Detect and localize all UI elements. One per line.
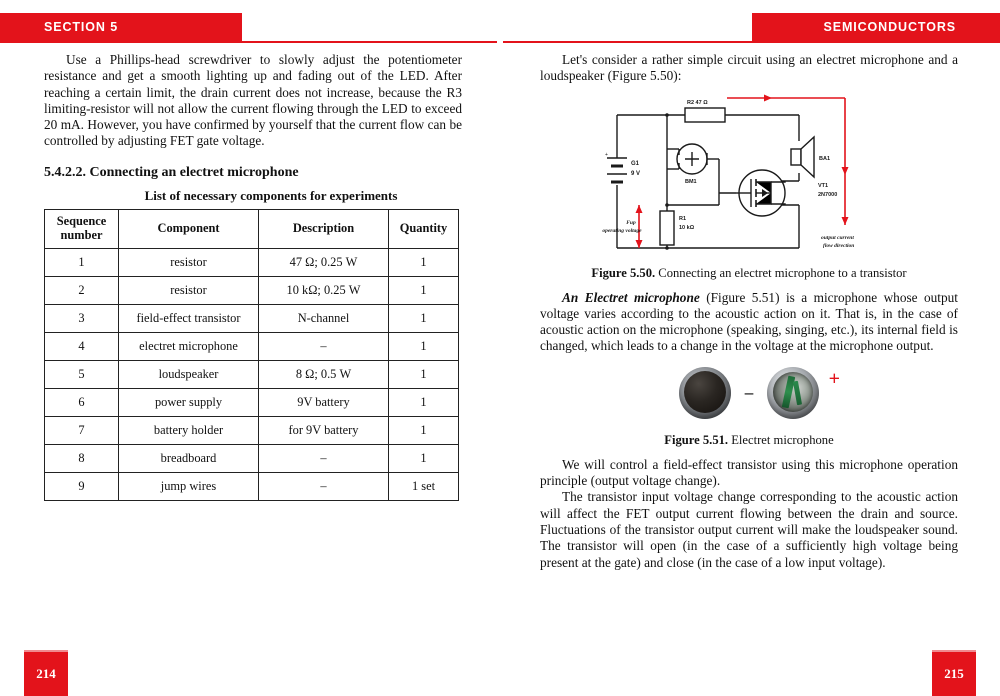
cell-component: power supply <box>119 388 259 416</box>
table-header-row <box>45 209 459 248</box>
cell-description: – <box>259 472 389 500</box>
microphone-front-photo <box>679 367 731 419</box>
figure-5-51-caption-text: Electret microphone <box>728 432 834 447</box>
gate-voltage-arrow <box>636 205 643 248</box>
gate-voltage-note-line2: operating voltage <box>602 227 642 234</box>
page-number-right: 215 <box>932 650 976 696</box>
cell-quantity: 1 <box>389 304 459 332</box>
cell-component: resistor <box>119 276 259 304</box>
intro-paragraph: Use a Phillips-head screwdriver to slowly adjust the potentiometer resistance and get a smooth lighting up and fading out of the LED. After reaching a certain limit, the drain current does not increase, because the R3 limiting-resistor will not allow the current flowing through the LED to exceed 20 mA. However, you have confirmed by yourself that the current flow can be controlled by adjusting FET gate voltage. <box>44 52 462 149</box>
cell-component: breadboard <box>119 444 259 472</box>
cell-sequence: 5 <box>45 360 119 388</box>
col-header-sequence: Sequence number <box>45 209 119 248</box>
microphone-back-photo <box>767 367 819 419</box>
gate-voltage-note-line1: Fup <box>626 219 636 226</box>
battery-symbol <box>607 158 627 182</box>
left-column <box>44 52 462 501</box>
table-row <box>45 388 459 416</box>
col-header-quantity: Quantity <box>389 209 459 248</box>
cell-component: resistor <box>119 248 259 276</box>
col-header-component: Component <box>119 209 259 248</box>
battery-value-label: 9 V <box>631 170 641 177</box>
cell-description: 47 Ω; 0.25 W <box>259 248 389 276</box>
figure-5-50-caption-text: Connecting an electret microphone to a transistor <box>655 265 907 280</box>
cell-component: battery holder <box>119 416 259 444</box>
cell-quantity: 1 set <box>389 472 459 500</box>
cell-quantity: 1 <box>389 276 459 304</box>
microphone-pcb-detail <box>782 375 796 408</box>
cell-quantity: 1 <box>389 388 459 416</box>
electret-paragraph-rest: (Figure 5.51) is a microphone whose output voltage varies according to the acoustic action on it. That is, in the case of acoustic action on the microphone (speaking, singing, etc.), its internal field is changed, which leads to a change in the voltage at the microphone output. <box>540 289 958 354</box>
table-row <box>45 360 459 388</box>
microphone-ref-label: BM1 <box>685 178 697 185</box>
col-header-description: Description <box>259 209 389 248</box>
microphone-photos <box>540 365 958 421</box>
microphone-symbol <box>677 144 719 193</box>
table-row <box>45 276 459 304</box>
cell-description: 10 kΩ; 0.25 W <box>259 276 389 304</box>
circuit-diagram-svg <box>599 93 899 258</box>
cell-description: for 9V battery <box>259 416 389 444</box>
speaker-ref-label: BA1 <box>819 155 831 162</box>
svg-text:+: + <box>605 151 608 158</box>
figure-5-50-caption-label: Figure 5.50. <box>591 265 656 280</box>
resistor-r1-value-label: 10 kΩ <box>679 224 695 231</box>
cell-sequence: 1 <box>45 248 119 276</box>
battery-ref-label: G1 <box>631 160 640 167</box>
cell-quantity: 1 <box>389 444 459 472</box>
cell-sequence: 2 <box>45 276 119 304</box>
table-row <box>45 248 459 276</box>
page-header <box>0 0 1000 44</box>
figure-5-51-caption-label: Figure 5.51. <box>664 432 729 447</box>
cell-sequence: 6 <box>45 388 119 416</box>
microphone-pcb-detail-2 <box>793 381 802 406</box>
cell-description: 9V battery <box>259 388 389 416</box>
cell-description: – <box>259 332 389 360</box>
header-rule-left <box>0 41 497 43</box>
right-column <box>540 52 958 571</box>
cell-quantity: 1 <box>389 360 459 388</box>
resistor-r2-label: R2 47 Ω <box>687 99 708 106</box>
microphone-minus-label: – <box>744 383 754 403</box>
cell-sequence: 7 <box>45 416 119 444</box>
cell-quantity: 1 <box>389 248 459 276</box>
table-row <box>45 472 459 500</box>
cell-description: 8 Ω; 0.5 W <box>259 360 389 388</box>
cell-sequence: 8 <box>45 444 119 472</box>
resistor-r1-symbol <box>660 211 674 245</box>
cell-description: N-channel <box>259 304 389 332</box>
header-bar-right <box>752 13 1000 41</box>
cell-quantity: 1 <box>389 332 459 360</box>
transistor-part-label: 2N7000 <box>818 191 838 198</box>
table-row <box>45 304 459 332</box>
circuit-intro-paragraph: Let's consider a rather simple circuit using an electret microphone and a loudspeaker (Figure 5.50): <box>540 52 958 84</box>
cell-component: loudspeaker <box>119 360 259 388</box>
microphone-plus-label: + <box>828 367 840 390</box>
components-table <box>44 209 459 501</box>
header-rule-right <box>503 41 1000 43</box>
figure-5-50-caption <box>540 266 958 281</box>
electret-term: An Electret microphone <box>562 289 700 305</box>
loudspeaker-symbol <box>791 137 814 177</box>
cell-sequence: 4 <box>45 332 119 360</box>
output-current-note-line1: output current <box>821 234 854 241</box>
cell-sequence: 3 <box>45 304 119 332</box>
figure-5-50 <box>540 93 958 281</box>
resistor-r1-ref-label: R1 <box>679 215 687 222</box>
page-number-left: 214 <box>24 650 68 696</box>
cell-description: – <box>259 444 389 472</box>
figure-5-51-caption <box>540 433 958 448</box>
table-row <box>45 444 459 472</box>
table-row <box>45 332 459 360</box>
section-heading: 5.4.2.2. Connecting an electret microphone <box>44 164 299 180</box>
cell-component: jump wires <box>119 472 259 500</box>
mosfet-symbol <box>736 170 785 216</box>
operation-paragraph: The transistor input voltage change corresponding to the acoustic action will affect the FET output current flowing between the drain and source. Fluctuations of the transistor output current will make the loudspeaker sound. The transistor will open (in the case of a sufficiently high voltage being present at the gate) and close (in the case of a low input voltage). <box>540 489 958 570</box>
electret-paragraph <box>540 290 958 355</box>
table-row <box>45 416 459 444</box>
cell-quantity: 1 <box>389 416 459 444</box>
chapter-title: SEMICONDUCTORS <box>823 20 956 34</box>
figure-5-51 <box>540 365 958 448</box>
control-paragraph: We will control a field-effect transistor using this microphone operation principle (output voltage change). <box>540 456 958 489</box>
cell-component: field-effect transistor <box>119 304 259 332</box>
table-caption: List of necessary components for experiments <box>144 187 398 203</box>
transistor-ref-label: VT1 <box>818 182 829 189</box>
cell-sequence: 9 <box>45 472 119 500</box>
header-bar-left <box>0 13 242 41</box>
section-title: SECTION 5 <box>44 20 119 34</box>
cell-component: electret microphone <box>119 332 259 360</box>
output-current-note-line2: flow direction <box>823 242 855 249</box>
